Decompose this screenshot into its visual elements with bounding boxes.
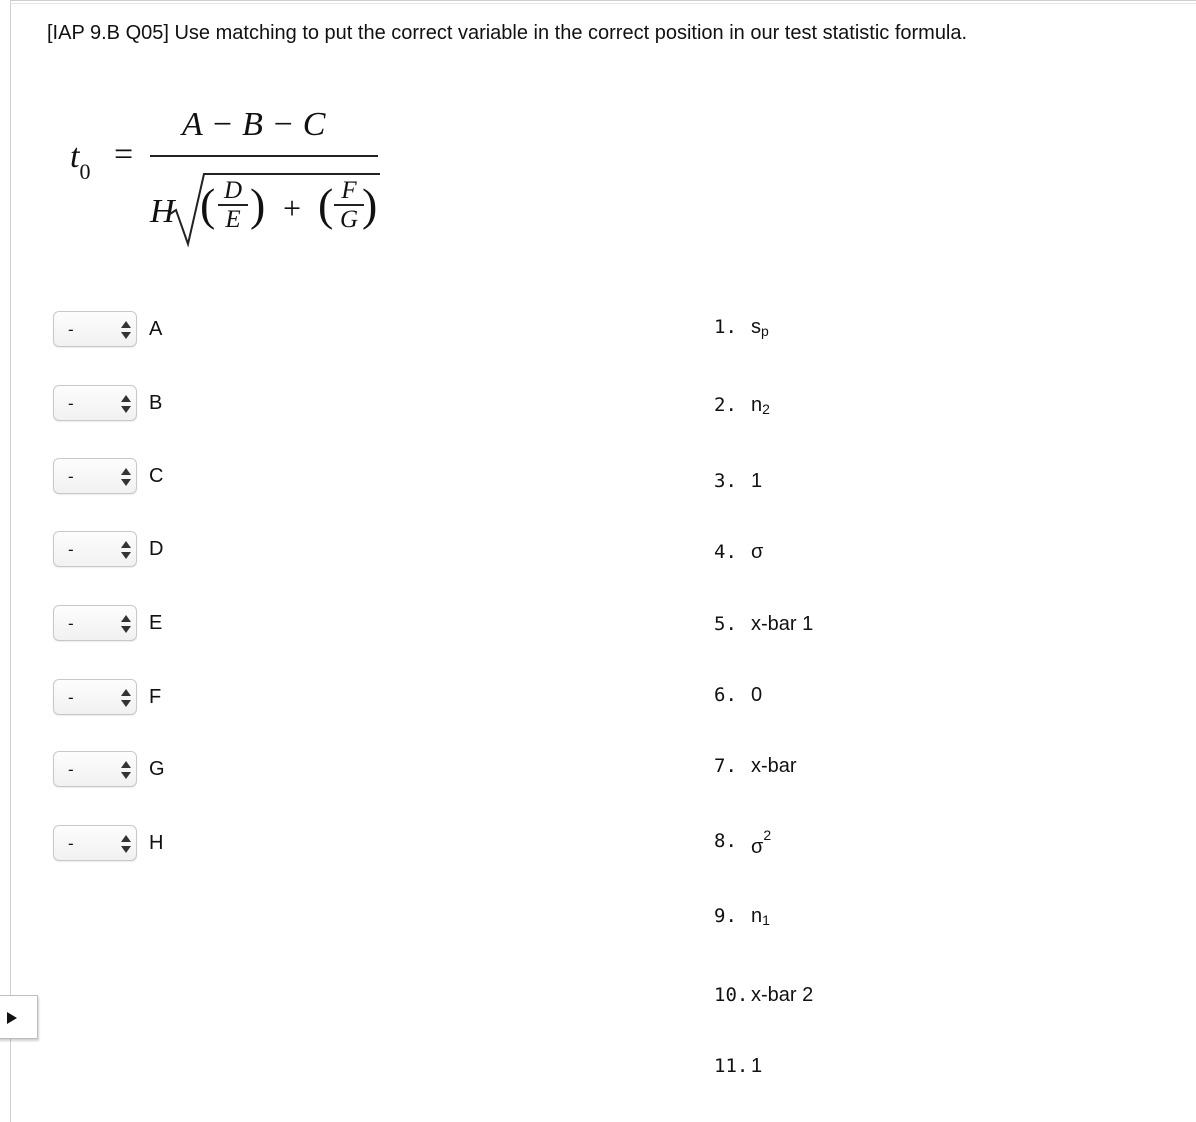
match-row-a	[53, 310, 162, 348]
formula-lhs	[70, 138, 91, 184]
match-select-e[interactable]	[53, 605, 137, 641]
option-sub: p	[761, 323, 769, 339]
option-item-9	[714, 905, 770, 928]
frac1-denominator: E	[225, 205, 241, 233]
formula-frac-2	[334, 178, 364, 232]
option-item-11	[714, 1055, 762, 1078]
match-row-h	[53, 824, 163, 862]
match-row-d	[53, 530, 163, 568]
paren-close-2: )	[362, 179, 378, 230]
option-item-1	[714, 316, 769, 339]
option-sub: 1	[762, 912, 770, 928]
option-text: 1	[751, 470, 763, 492]
option-item-10	[714, 984, 813, 1007]
select-label: F	[149, 685, 162, 708]
up-down-arrows-icon	[120, 834, 132, 854]
option-number: 9.	[714, 905, 737, 927]
select-value: -	[68, 467, 74, 486]
formula-fraction-bar	[150, 155, 378, 157]
select-value: -	[68, 688, 74, 707]
formula-t: t	[70, 138, 80, 175]
select-label: B	[149, 391, 163, 414]
match-select-g[interactable]	[53, 751, 137, 787]
option-item-5	[714, 613, 813, 636]
option-text: n	[751, 905, 763, 927]
option-number: 8.	[714, 830, 737, 852]
option-number: 11.	[714, 1055, 749, 1077]
expand-toggle-button[interactable]	[0, 995, 38, 1039]
paren-open-1: (	[200, 179, 216, 230]
up-down-arrows-icon	[120, 688, 132, 708]
up-down-arrows-icon	[120, 467, 132, 487]
match-row-b	[53, 384, 162, 422]
option-item-8	[714, 827, 772, 858]
up-down-arrows-icon	[120, 394, 132, 414]
up-down-arrows-icon	[120, 614, 132, 634]
option-text: x-bar 1	[751, 613, 814, 635]
match-select-c[interactable]	[53, 458, 137, 494]
match-row-e	[53, 604, 162, 642]
formula-H: H	[150, 193, 175, 230]
match-select-f[interactable]	[53, 679, 137, 715]
select-label: D	[149, 537, 164, 560]
match-select-a[interactable]	[53, 311, 137, 347]
select-value: -	[68, 394, 74, 413]
triangle-right-icon	[6, 1012, 18, 1024]
option-item-4	[714, 541, 763, 564]
match-row-f	[53, 678, 161, 716]
option-sup: 2	[763, 827, 772, 843]
formula-frac-1	[218, 178, 248, 232]
up-down-arrows-icon	[120, 320, 132, 340]
test-statistic-formula	[0, 0, 400, 270]
match-select-h[interactable]	[53, 825, 137, 861]
paren-open-2: (	[318, 179, 334, 230]
option-number: 6.	[714, 684, 737, 706]
option-sub: 2	[762, 401, 770, 417]
select-value: -	[68, 320, 74, 339]
match-row-g	[53, 750, 165, 788]
select-label: E	[149, 611, 163, 634]
formula-numerator: A − B − C	[182, 106, 326, 143]
select-value: -	[68, 760, 74, 779]
match-select-d[interactable]	[53, 531, 137, 567]
option-number: 10.	[714, 984, 749, 1006]
option-number: 4.	[714, 541, 737, 563]
option-number: 1.	[714, 316, 737, 338]
select-value: -	[68, 834, 74, 853]
select-value: -	[68, 614, 74, 633]
up-down-arrows-icon	[120, 540, 132, 560]
select-label: G	[149, 757, 165, 780]
select-value: -	[68, 540, 74, 559]
option-item-3	[714, 470, 762, 493]
option-text: σ	[751, 541, 764, 563]
option-text: σ	[751, 836, 764, 858]
option-item-6	[714, 684, 762, 707]
option-number: 3.	[714, 470, 737, 492]
select-label: H	[149, 831, 164, 854]
option-number: 5.	[714, 613, 737, 635]
formula-equals: =	[114, 136, 134, 173]
option-item-7	[714, 755, 797, 778]
question-text: [IAP 9.B Q05] Use matching to put the correct variable in the correct position in our test statistic formula.	[47, 22, 968, 44]
option-item-2	[714, 394, 770, 417]
match-select-b[interactable]	[53, 385, 137, 421]
formula-t-sub: 0	[79, 158, 91, 184]
select-label: C	[149, 464, 164, 487]
option-text: n	[751, 394, 763, 416]
option-number: 2.	[714, 394, 737, 416]
paren-close-1: )	[250, 179, 266, 230]
frac2-numerator: F	[341, 177, 357, 204]
select-label: A	[149, 317, 163, 340]
option-text: x-bar 2	[751, 984, 814, 1006]
option-number: 7.	[714, 755, 737, 777]
frac2-denominator: G	[339, 205, 359, 233]
option-text: 0	[751, 684, 763, 706]
option-text: 1	[751, 1055, 763, 1077]
formula-plus: +	[283, 190, 302, 226]
frac1-numerator: D	[223, 177, 243, 204]
option-text: s	[751, 316, 761, 338]
match-row-c	[53, 457, 163, 495]
up-down-arrows-icon	[120, 760, 132, 780]
option-text: x-bar	[751, 755, 797, 777]
